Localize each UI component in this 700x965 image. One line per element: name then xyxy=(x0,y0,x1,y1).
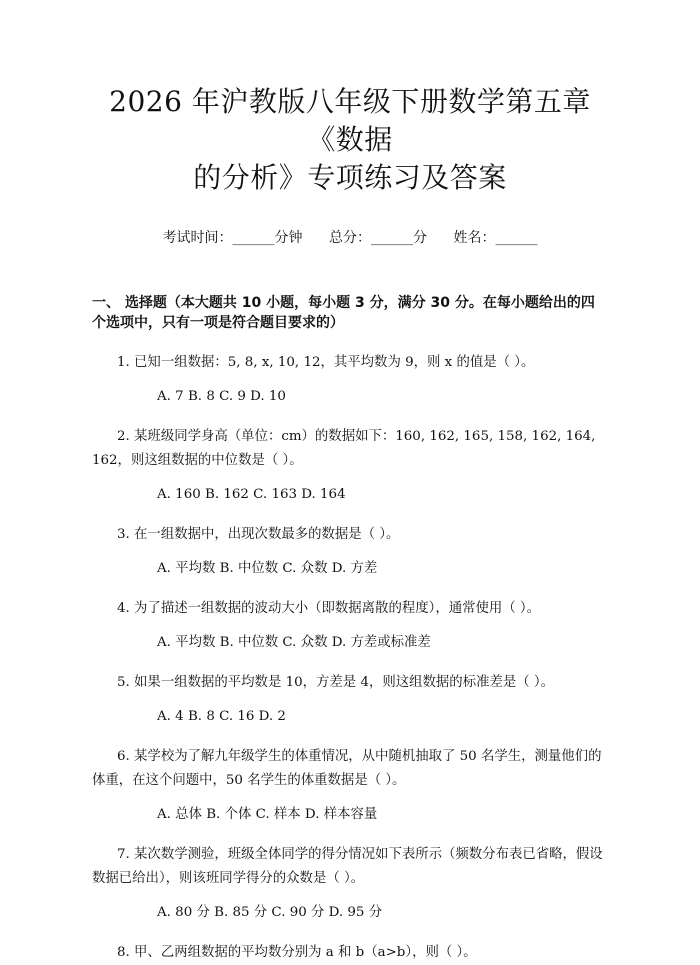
exam-info xyxy=(92,228,608,248)
question-stem: 1. 已知一组数据：5, 8, x, 10, 12，其平均数为 9，则 x 的值是（ ）。 xyxy=(117,355,535,370)
question-options: A. 7 B. 8 C. 9 D. 10 xyxy=(157,389,286,404)
question-7 xyxy=(92,843,608,923)
question-options: A. 160 B. 162 C. 163 D. 164 xyxy=(157,487,346,502)
question-options: A. 平均数 B. 中位数 C. 众数 D. 方差 xyxy=(157,561,378,576)
question-8 xyxy=(92,941,608,965)
question-5 xyxy=(92,671,608,727)
question-6 xyxy=(92,745,608,825)
title-line-2: 的分析》专项练习及答案 xyxy=(193,161,507,194)
question-stem: 3. 在一组数据中，出现次数最多的数据是（ ）。 xyxy=(117,527,400,542)
question-stem: 2. 某班级同学身高（单位：cm）的数据如下：160, 162, 165, 158, 162, 164, 162，则这组数据的中位数是（ ）。 xyxy=(92,429,596,468)
question-1 xyxy=(92,351,608,407)
question-stem: 7. 某次数学测验，班级全体同学的得分情况如下表所示（频数分布表已省略，假设数据已给出），则该班同学得分的众数是（ ）。 xyxy=(92,847,603,886)
document-title xyxy=(92,0,608,197)
section-heading: 一、 选择题（本大题共 10 小题，每小题 3 分，满分 30 分。在每小题给出的四个选项中，只有一项是符合题目要求的） xyxy=(92,295,595,331)
question-options: A. 80 分 B. 85 分 C. 90 分 D. 95 分 xyxy=(157,905,383,920)
exam-name: 姓名：______ xyxy=(453,230,538,246)
question-3 xyxy=(92,523,608,579)
title-line-1: 2026 年沪教版八年级下册数学第五章《数据 xyxy=(109,85,591,156)
question-options: A. 平均数 B. 中位数 C. 众数 D. 方差或标准差 xyxy=(157,635,431,650)
exam-score: 总分：______分 xyxy=(329,230,427,246)
question-4 xyxy=(92,597,608,653)
exam-time: 考试时间：______分钟 xyxy=(162,230,303,246)
question-stem: 4. 为了描述一组数据的波动大小（即数据离散的程度），通常使用（ ）。 xyxy=(117,601,540,616)
question-stem: 5. 如果一组数据的平均数是 10，方差是 4，则这组数据的标准差是（ ）。 xyxy=(117,675,554,690)
question-2 xyxy=(92,425,608,505)
question-options: A. 总体 B. 个体 C. 样本 D. 样本容量 xyxy=(157,807,378,822)
question-stem: 8. 甲、乙两组数据的平均数分别为 a 和 b（a>b），则（ ）。 xyxy=(117,945,477,960)
question-options: A. 4 B. 8 C. 16 D. 2 xyxy=(157,709,286,724)
question-stem: 6. 某学校为了解九年级学生的体重情况，从中随机抽取了 50 名学生，测量他们的体重，在这个问题中，50 名学生的体重数据是（ ）。 xyxy=(92,749,602,788)
